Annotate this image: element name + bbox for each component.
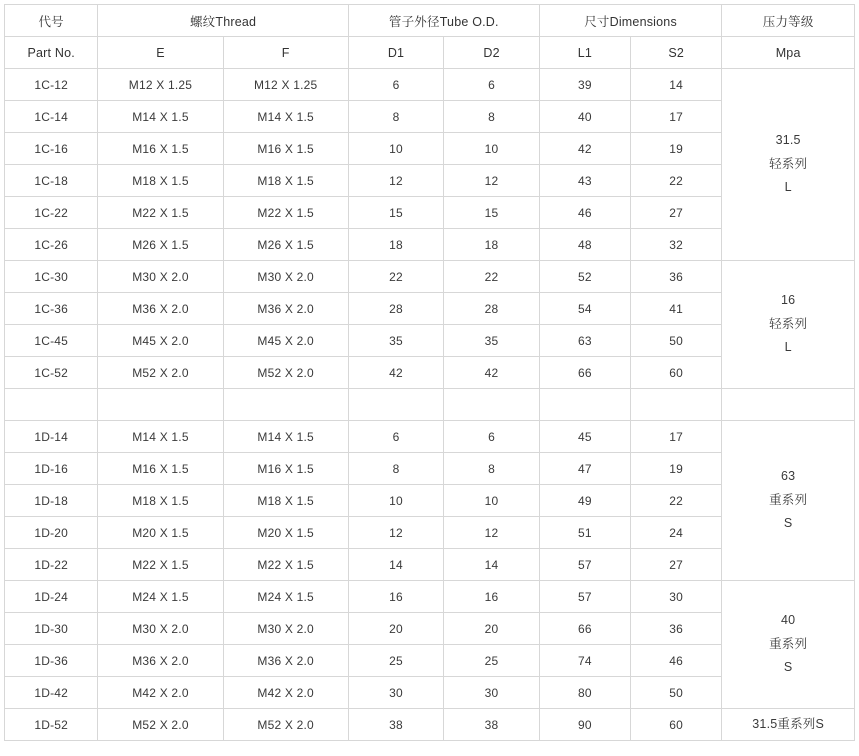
pressure-code: L [784,180,792,195]
header-l1: L1 [539,37,630,69]
cell-f: M20 X 1.5 [223,517,348,549]
cell-s2: 36 [631,613,722,645]
header-tube-od-group: 管子外径Tube O.D. [348,5,539,37]
cell-part-no: 1D-42 [5,677,98,709]
cell-e: M14 X 1.5 [98,421,223,453]
cell-d1: 16 [348,581,444,613]
cell-f: M18 X 1.5 [223,165,348,197]
cell-e: M18 X 1.5 [98,485,223,517]
cell-d1: 38 [348,709,444,741]
header-e: E [98,37,223,69]
cell-d2: 14 [444,549,540,581]
cell-f: M14 X 1.5 [223,421,348,453]
cell-e: M36 X 2.0 [98,293,223,325]
cell-part-no: 1C-30 [5,261,98,293]
cell-d1: 20 [348,613,444,645]
table-row [5,421,855,453]
cell-d1: 8 [348,101,444,133]
table-body [5,69,855,741]
cell-part-no: 1C-14 [5,101,98,133]
pressure-value: 16 [781,292,796,307]
cell-s2: 30 [631,581,722,613]
cell-s2: 17 [631,421,722,453]
header-d1: D1 [348,37,444,69]
cell-e: M14 X 1.5 [98,101,223,133]
cell-part-no: 1C-26 [5,229,98,261]
cell-d1: 15 [348,197,444,229]
cell-part-no: 1D-18 [5,485,98,517]
cell-l1: 51 [539,517,630,549]
cell-d2: 10 [444,485,540,517]
cell-f: M52 X 2.0 [223,709,348,741]
cell-l1: 39 [539,69,630,101]
cell-d2: 42 [444,357,540,389]
cell-part-no: 1D-30 [5,613,98,645]
cell-e: M42 X 2.0 [98,677,223,709]
cell-f: M18 X 1.5 [223,485,348,517]
pressure-series: 重系列 [769,636,808,651]
cell-d2: 30 [444,677,540,709]
cell-d2: 16 [444,581,540,613]
cell-l1: 49 [539,485,630,517]
header-dimensions-group: 尺寸Dimensions [539,5,722,37]
cell-l1: 46 [539,197,630,229]
cell-pressure-rating [722,261,855,389]
cell-d1: 42 [348,357,444,389]
cell-s2 [631,389,722,421]
cell-d2: 35 [444,325,540,357]
cell-part-no: 1C-16 [5,133,98,165]
cell-s2: 19 [631,133,722,165]
header-part-no-group: 代号 [5,5,98,37]
cell-l1: 54 [539,293,630,325]
cell-d1: 14 [348,549,444,581]
cell-d2: 12 [444,165,540,197]
cell-part-no [5,389,98,421]
cell-pressure-rating [722,709,855,741]
cell-f: M16 X 1.5 [223,453,348,485]
table-row [5,709,855,741]
cell-d1: 6 [348,421,444,453]
pressure-value: 63 [781,468,796,483]
cell-s2: 36 [631,261,722,293]
header-part-no: Part No. [5,37,98,69]
cell-part-no: 1C-36 [5,293,98,325]
cell-l1: 63 [539,325,630,357]
cell-l1: 80 [539,677,630,709]
cell-s2: 27 [631,197,722,229]
cell-d2: 28 [444,293,540,325]
cell-l1: 57 [539,581,630,613]
cell-f: M12 X 1.25 [223,69,348,101]
cell-l1: 66 [539,613,630,645]
cell-d2: 8 [444,101,540,133]
cell-l1: 66 [539,357,630,389]
pressure-series: 轻系列 [769,156,808,171]
table-header-row-2 [5,37,855,69]
pressure-code: S [783,660,793,675]
pressure-code: S [783,516,793,531]
cell-d2: 38 [444,709,540,741]
cell-d2: 12 [444,517,540,549]
fitting-specification-table [4,4,855,741]
cell-e: M52 X 2.0 [98,357,223,389]
cell-l1: 52 [539,261,630,293]
cell-f: M24 X 1.5 [223,581,348,613]
cell-d2: 6 [444,421,540,453]
cell-s2: 50 [631,677,722,709]
pressure-value: 40 [781,612,796,627]
header-d2: D2 [444,37,540,69]
cell-part-no: 1D-52 [5,709,98,741]
cell-d2: 15 [444,197,540,229]
cell-d1: 22 [348,261,444,293]
cell-l1: 57 [539,549,630,581]
cell-d1: 10 [348,133,444,165]
cell-f: M30 X 2.0 [223,261,348,293]
cell-f: M52 X 2.0 [223,357,348,389]
cell-d1: 10 [348,485,444,517]
cell-s2: 46 [631,645,722,677]
cell-f: M26 X 1.5 [223,229,348,261]
cell-d1: 25 [348,645,444,677]
cell-e: M22 X 1.5 [98,197,223,229]
cell-d2: 10 [444,133,540,165]
cell-s2: 22 [631,485,722,517]
cell-f [223,389,348,421]
cell-pressure-rating [722,421,855,581]
cell-d2: 8 [444,453,540,485]
cell-e: M30 X 2.0 [98,613,223,645]
cell-l1: 47 [539,453,630,485]
cell-f: M22 X 1.5 [223,197,348,229]
header-s2: S2 [631,37,722,69]
cell-d1: 8 [348,453,444,485]
cell-e: M22 X 1.5 [98,549,223,581]
cell-d2: 22 [444,261,540,293]
table-header-row-1 [5,5,855,37]
cell-l1: 45 [539,421,630,453]
cell-part-no: 1C-12 [5,69,98,101]
cell-e: M20 X 1.5 [98,517,223,549]
cell-pressure-rating [722,581,855,709]
cell-f: M16 X 1.5 [223,133,348,165]
cell-l1: 42 [539,133,630,165]
cell-d2: 20 [444,613,540,645]
cell-part-no: 1C-18 [5,165,98,197]
cell-part-no: 1D-36 [5,645,98,677]
cell-e: M18 X 1.5 [98,165,223,197]
cell-f: M36 X 2.0 [223,293,348,325]
cell-f: M30 X 2.0 [223,613,348,645]
cell-e: M26 X 1.5 [98,229,223,261]
cell-s2: 41 [631,293,722,325]
cell-s2: 27 [631,549,722,581]
cell-d1: 12 [348,517,444,549]
cell-s2: 14 [631,69,722,101]
pressure-value: 31.5 [775,132,801,147]
header-thread-group: 螺纹Thread [98,5,348,37]
cell-s2: 32 [631,229,722,261]
cell-d2: 6 [444,69,540,101]
cell-l1: 40 [539,101,630,133]
cell-e: M12 X 1.25 [98,69,223,101]
cell-part-no: 1D-16 [5,453,98,485]
cell-f: M42 X 2.0 [223,677,348,709]
cell-d2: 18 [444,229,540,261]
cell-e: M36 X 2.0 [98,645,223,677]
table-row [5,69,855,101]
cell-l1: 90 [539,709,630,741]
header-f: F [223,37,348,69]
cell-pressure-rating [722,389,855,421]
cell-part-no: 1C-52 [5,357,98,389]
cell-d1: 35 [348,325,444,357]
cell-d2: 25 [444,645,540,677]
cell-s2: 50 [631,325,722,357]
cell-e: M24 X 1.5 [98,581,223,613]
cell-l1: 48 [539,229,630,261]
pressure-code: L [784,340,792,355]
cell-part-no: 1D-22 [5,549,98,581]
table-row [5,261,855,293]
cell-d1: 30 [348,677,444,709]
cell-d2 [444,389,540,421]
cell-e: M52 X 2.0 [98,709,223,741]
cell-part-no: 1D-24 [5,581,98,613]
cell-e [98,389,223,421]
cell-e: M30 X 2.0 [98,261,223,293]
cell-part-no: 1C-22 [5,197,98,229]
pressure-value: 31.5重系列S [752,716,825,731]
cell-l1: 74 [539,645,630,677]
pressure-series: 轻系列 [769,316,808,331]
cell-s2: 24 [631,517,722,549]
cell-l1 [539,389,630,421]
cell-e: M45 X 2.0 [98,325,223,357]
pressure-series: 重系列 [769,492,808,507]
table-row [5,581,855,613]
cell-pressure-rating [722,69,855,261]
table-spacer-row [5,389,855,421]
cell-s2: 60 [631,709,722,741]
cell-part-no: 1D-14 [5,421,98,453]
cell-l1: 43 [539,165,630,197]
cell-d1: 18 [348,229,444,261]
cell-part-no: 1C-45 [5,325,98,357]
cell-d1: 28 [348,293,444,325]
cell-e: M16 X 1.5 [98,133,223,165]
cell-d1 [348,389,444,421]
cell-d1: 6 [348,69,444,101]
cell-f: M36 X 2.0 [223,645,348,677]
cell-s2: 22 [631,165,722,197]
cell-d1: 12 [348,165,444,197]
cell-part-no: 1D-20 [5,517,98,549]
cell-s2: 60 [631,357,722,389]
header-pressure-rating-group: 压力等级 [722,5,855,37]
header-mpa: Mpa [722,37,855,69]
cell-f: M14 X 1.5 [223,101,348,133]
cell-f: M45 X 2.0 [223,325,348,357]
cell-s2: 17 [631,101,722,133]
cell-e: M16 X 1.5 [98,453,223,485]
cell-s2: 19 [631,453,722,485]
cell-f: M22 X 1.5 [223,549,348,581]
